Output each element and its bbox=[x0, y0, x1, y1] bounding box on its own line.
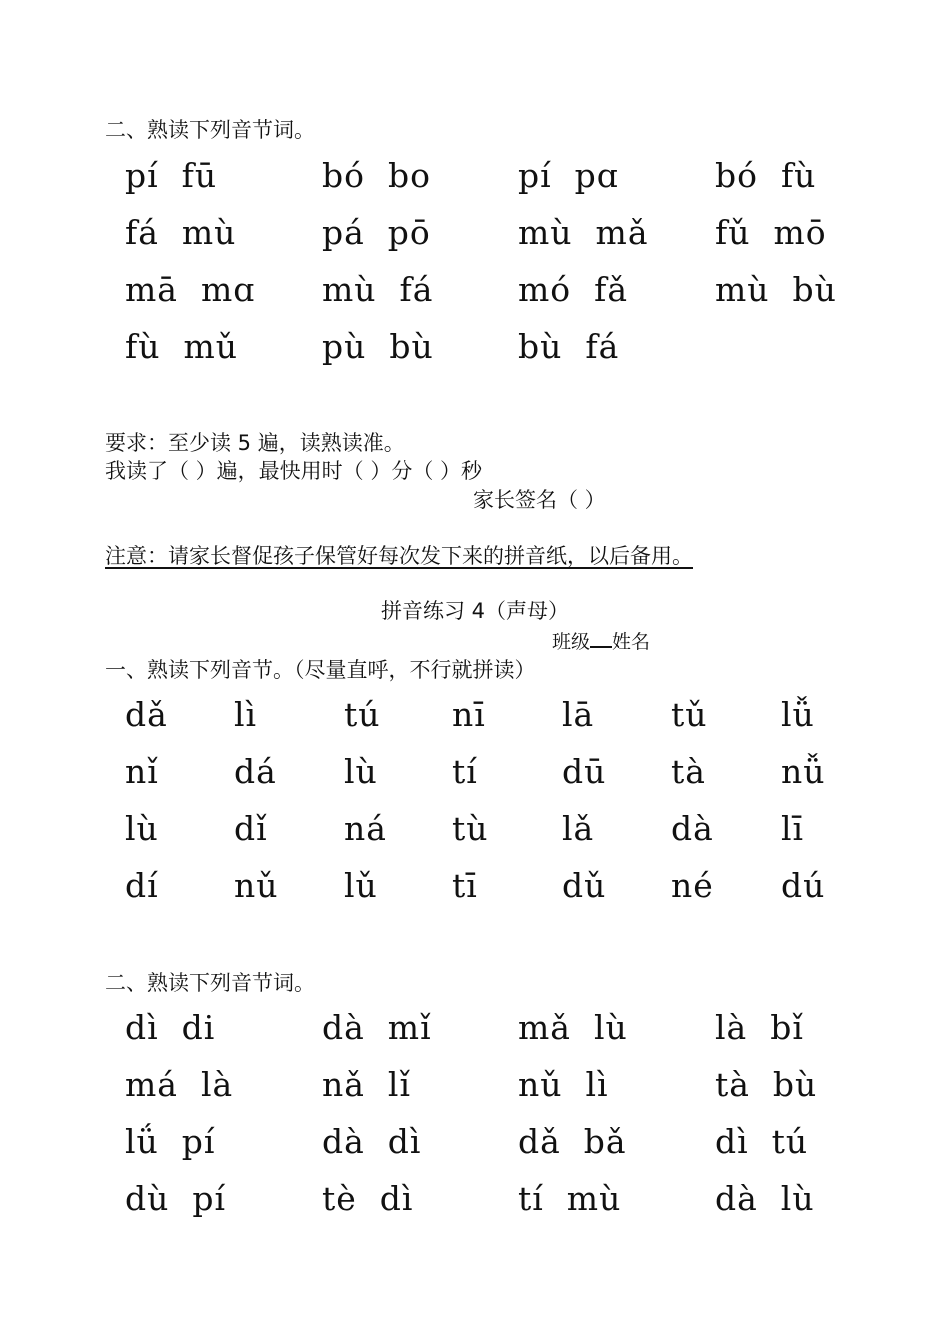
pinyin-item: dí bbox=[125, 866, 159, 905]
pinyin-item: pí pɑ bbox=[518, 156, 619, 195]
pinyin-item: mù bù bbox=[715, 270, 837, 309]
pinyin-item: mó fǎ bbox=[518, 270, 629, 309]
pinyin-item: dà bbox=[671, 809, 714, 848]
pinyin-item: dǎ bbox=[125, 695, 168, 734]
parent-signature-line: 家长签名（ ） bbox=[473, 488, 606, 512]
pinyin-item: nǎ lǐ bbox=[322, 1065, 412, 1104]
pinyin-item: lǎ bbox=[562, 809, 595, 848]
requirement-line-2: 我读了（ ）遍，最快用时（ ）分（ ）秒 bbox=[105, 459, 483, 483]
pinyin-item: mǎ lù bbox=[518, 1008, 628, 1047]
pinyin-item: dà lù bbox=[715, 1179, 815, 1218]
class-blank bbox=[590, 632, 612, 648]
pinyin-item: lì bbox=[234, 695, 258, 734]
pinyin-item: nǔ bbox=[234, 866, 279, 905]
pinyin-item: fá mù bbox=[125, 213, 237, 252]
pinyin-item: dà mǐ bbox=[322, 1008, 432, 1047]
pinyin-item: tù bbox=[452, 809, 489, 848]
pinyin-item: bó fù bbox=[715, 156, 817, 195]
pinyin-item: mù fá bbox=[322, 270, 434, 309]
pinyin-item: tǔ bbox=[671, 695, 708, 734]
pinyin-item: lù bbox=[344, 752, 378, 791]
parent-notice: 注意：请家长督促孩子保管好每次发下来的拼音纸，以后备用。 bbox=[105, 544, 693, 568]
pinyin-item: má là bbox=[125, 1065, 234, 1104]
pinyin-item: tí bbox=[452, 752, 478, 791]
pinyin-item: pù bù bbox=[322, 327, 434, 366]
pinyin-item: tú bbox=[344, 695, 381, 734]
pinyin-item: pá pō bbox=[322, 213, 431, 252]
pinyin-item: dì di bbox=[125, 1008, 216, 1047]
pinyin-item: nǚ bbox=[781, 752, 826, 791]
pinyin-item: dū bbox=[562, 752, 607, 791]
pinyin-item: là bǐ bbox=[715, 1008, 804, 1047]
section-c-heading: 二、熟读下列音节词。 bbox=[105, 971, 315, 995]
pinyin-item: dá bbox=[234, 752, 277, 791]
pinyin-item: lā bbox=[562, 695, 595, 734]
pinyin-item: fǔ mō bbox=[715, 213, 827, 252]
pinyin-item: ná bbox=[344, 809, 387, 848]
pinyin-item: dà dì bbox=[322, 1122, 422, 1161]
pinyin-item: nī bbox=[452, 695, 486, 734]
pinyin-item: mù mǎ bbox=[518, 213, 649, 252]
pinyin-item: lǔ bbox=[344, 866, 378, 905]
pinyin-item: dǎ bǎ bbox=[518, 1122, 627, 1161]
pinyin-item: mā mɑ bbox=[125, 270, 256, 309]
pinyin-item: nǔ lì bbox=[518, 1065, 609, 1104]
pinyin-item: lù bbox=[125, 809, 159, 848]
name-label: 姓名 bbox=[612, 631, 651, 653]
pinyin-item: bù fá bbox=[518, 327, 620, 366]
section-a-heading: 二、熟读下列音节词。 bbox=[105, 118, 315, 142]
pinyin-item: tè dì bbox=[322, 1179, 414, 1218]
pinyin-item: lǚ bbox=[781, 695, 815, 734]
pinyin-item: fù mǔ bbox=[125, 327, 238, 366]
pinyin-item: dǐ bbox=[234, 809, 268, 848]
pinyin-item: dù pí bbox=[125, 1179, 227, 1218]
section-b-heading: 一、熟读下列音节。（尽量直呼，不行就拼读） bbox=[105, 658, 536, 682]
pinyin-item: nǐ bbox=[125, 752, 159, 791]
pinyin-item: lǘ pí bbox=[125, 1122, 216, 1161]
pinyin-item: né bbox=[671, 866, 714, 905]
exercise-title: 拼音练习 4（声母） bbox=[380, 599, 570, 623]
pinyin-item: dǔ bbox=[562, 866, 607, 905]
pinyin-item: bó bo bbox=[322, 156, 431, 195]
pinyin-item: pí fū bbox=[125, 156, 218, 195]
pinyin-item: dì tú bbox=[715, 1122, 809, 1161]
requirement-line-1: 要求：至少读 5 遍，读熟读准。 bbox=[105, 431, 405, 455]
pinyin-item: tī bbox=[452, 866, 478, 905]
pinyin-item: dú bbox=[781, 866, 826, 905]
pinyin-item: tí mù bbox=[518, 1179, 622, 1218]
pinyin-item: lī bbox=[781, 809, 805, 848]
pinyin-item: tà bbox=[671, 752, 706, 791]
pinyin-item: tà bù bbox=[715, 1065, 818, 1104]
class-name-line bbox=[552, 629, 650, 655]
class-label: 班级 bbox=[552, 631, 591, 653]
